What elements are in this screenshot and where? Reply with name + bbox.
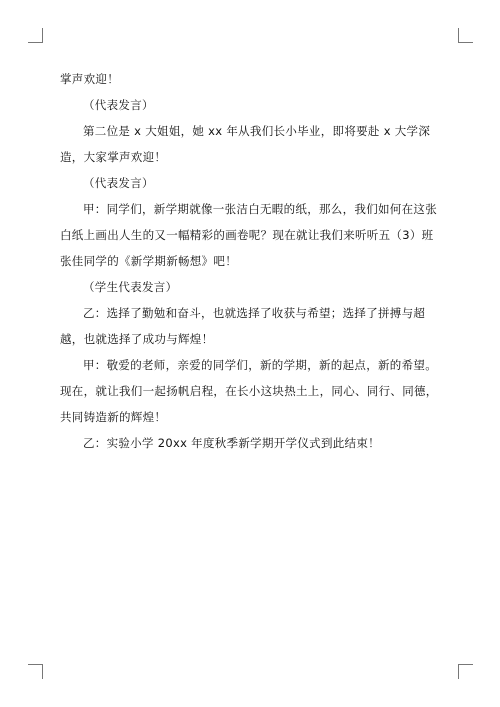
corner-mark-top-left [28, 28, 43, 43]
paragraph-host-b-choice: 乙：选择了勤勉和奋斗，也就选择了收获与希望；选择了拼搏与超越，也就选择了成功与辉煌！ [60, 306, 426, 346]
corner-mark-top-right [458, 28, 473, 43]
paragraph-host-a-intro: 甲：同学们，新学期就像一张洁白无暇的纸，那么，我们如何在这张白纸上画出人生的又一幅精彩的画卷呢？现在就让我们来听听五（3）班张佳同学的《新学期新畅想》吧！ [60, 202, 437, 268]
corner-mark-bottom-left [28, 664, 43, 679]
paragraph-host-b-end: 乙：实验小学 20xx 年度秋季新学期开学仪式到此结束！ [83, 436, 380, 450]
paragraph-second-speaker: 第二位是 x 大姐姐，她 xx 年从我们长小毕业，即将要赴 x 大学深造，大家掌声欢迎！ [60, 124, 431, 164]
corner-mark-bottom-right [458, 664, 473, 679]
paragraph-representative-speech-2: （代表发言） [83, 176, 154, 190]
paragraph-representative-speech-1: （代表发言） [83, 98, 154, 112]
paragraph-host-a-closing: 甲：敬爱的老师，亲爱的同学们，新的学期，新的起点，新的希望。现在，就让我们一起扬帆启程，在长小这块热土上，同心、同行、同德，共同铸造新的辉煌！ [60, 358, 438, 424]
paragraph-applause: 掌声欢迎！ [60, 72, 119, 86]
document-body [60, 66, 444, 456]
paragraph-student-speech: （学生代表发言） [83, 280, 178, 294]
